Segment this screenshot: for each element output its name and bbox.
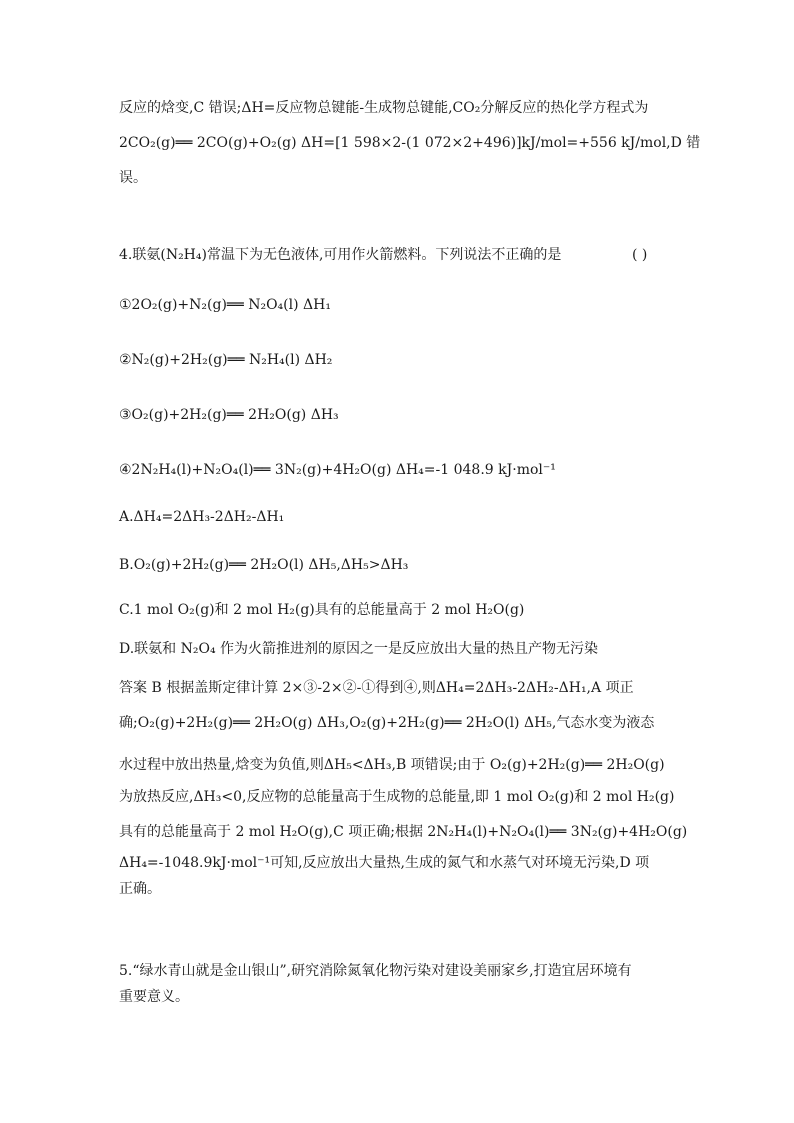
answer-line-5: 具有的总能量高于 2 mol H₂O(g),C 项正确;根据 2N₂H₄(l)+N₂O₄(l)══ 3N₂(g)+4H₂O(g) <box>119 824 688 840</box>
question5-line-2: 重要意义。 <box>119 989 189 1005</box>
answer-line-3: 水过程中放出热量,焓变为负值,则ΔH₅<ΔH₃,B 项错误;由于 O₂(g)+2H₂(g)══ 2H₂O(g) <box>119 757 665 773</box>
question5-line-1: 5.“绿水青山就是金山银山”,研究消除氮氧化物污染对建设美丽家乡,打造宜居环境有 <box>119 963 632 979</box>
question4-stem: 4.联氨(N₂H₄)常温下为无色液体,可用作火箭燃料。下列说法不正确的是 <box>119 247 562 263</box>
equation-3: ③O₂(g)+2H₂(g)══ 2H₂O(g) ΔH₃ <box>119 407 339 423</box>
question4-answer-paren: ( ) <box>632 247 648 263</box>
answer-line-2: 确;O₂(g)+2H₂(g)══ 2H₂O(g) ΔH₃,O₂(g)+2H₂(g)══ 2H₂O(l) ΔH₅,气态水变为液态 <box>119 715 655 731</box>
prev-answer-line-1: 反应的焓变,C 错误;ΔH=反应物总键能-生成物总键能,CO₂分解反应的热化学方程式为 <box>119 100 649 116</box>
equation-1: ①2O₂(g)+N₂(g)══ N₂O₄(l) ΔH₁ <box>119 297 331 313</box>
equation-4: ④2N₂H₄(l)+N₂O₄(l)══ 3N₂(g)+4H₂O(g) ΔH₄=-1 048.9 kJ·mol⁻¹ <box>119 462 556 478</box>
answer-line-4: 为放热反应,ΔH₃<0,反应物的总能量高于生成物的总能量,即 1 mol O₂(g)和 2 mol H₂(g) <box>119 789 675 805</box>
answer-line-6: ΔH₄=-1048.9kJ·mol⁻¹可知,反应放出大量热,生成的氮气和水蒸气对环境无污染,D 项 <box>119 855 650 871</box>
equation-2: ②N₂(g)+2H₂(g)══ N₂H₄(l) ΔH₂ <box>119 352 333 368</box>
prev-answer-line-2: 2CO₂(g)══ 2CO(g)+O₂(g) ΔH=[1 598×2-(1 072×2+496)]kJ/mol=+556 kJ/mol,D 错 <box>119 135 701 151</box>
option-a: A.ΔH₄=2ΔH₃-2ΔH₂-ΔH₁ <box>119 509 285 525</box>
option-d: D.联氨和 N₂O₄ 作为火箭推进剂的原因之一是反应放出大量的热且产物无污染 <box>119 641 599 657</box>
answer-line-7: 正确。 <box>119 881 161 897</box>
prev-answer-line-3: 误。 <box>119 170 147 186</box>
option-c: C.1 mol O₂(g)和 2 mol H₂(g)具有的总能量高于 2 mol H₂O(g) <box>119 602 525 618</box>
answer-line-1: 答案 B 根据盖斯定律计算 2×③-2×②-①得到④,则ΔH₄=2ΔH₃-2ΔH₂-ΔH₁,A 项正 <box>119 680 634 696</box>
option-b: B.O₂(g)+2H₂(g)══ 2H₂O(l) ΔH₅,ΔH₅>ΔH₃ <box>119 557 409 573</box>
